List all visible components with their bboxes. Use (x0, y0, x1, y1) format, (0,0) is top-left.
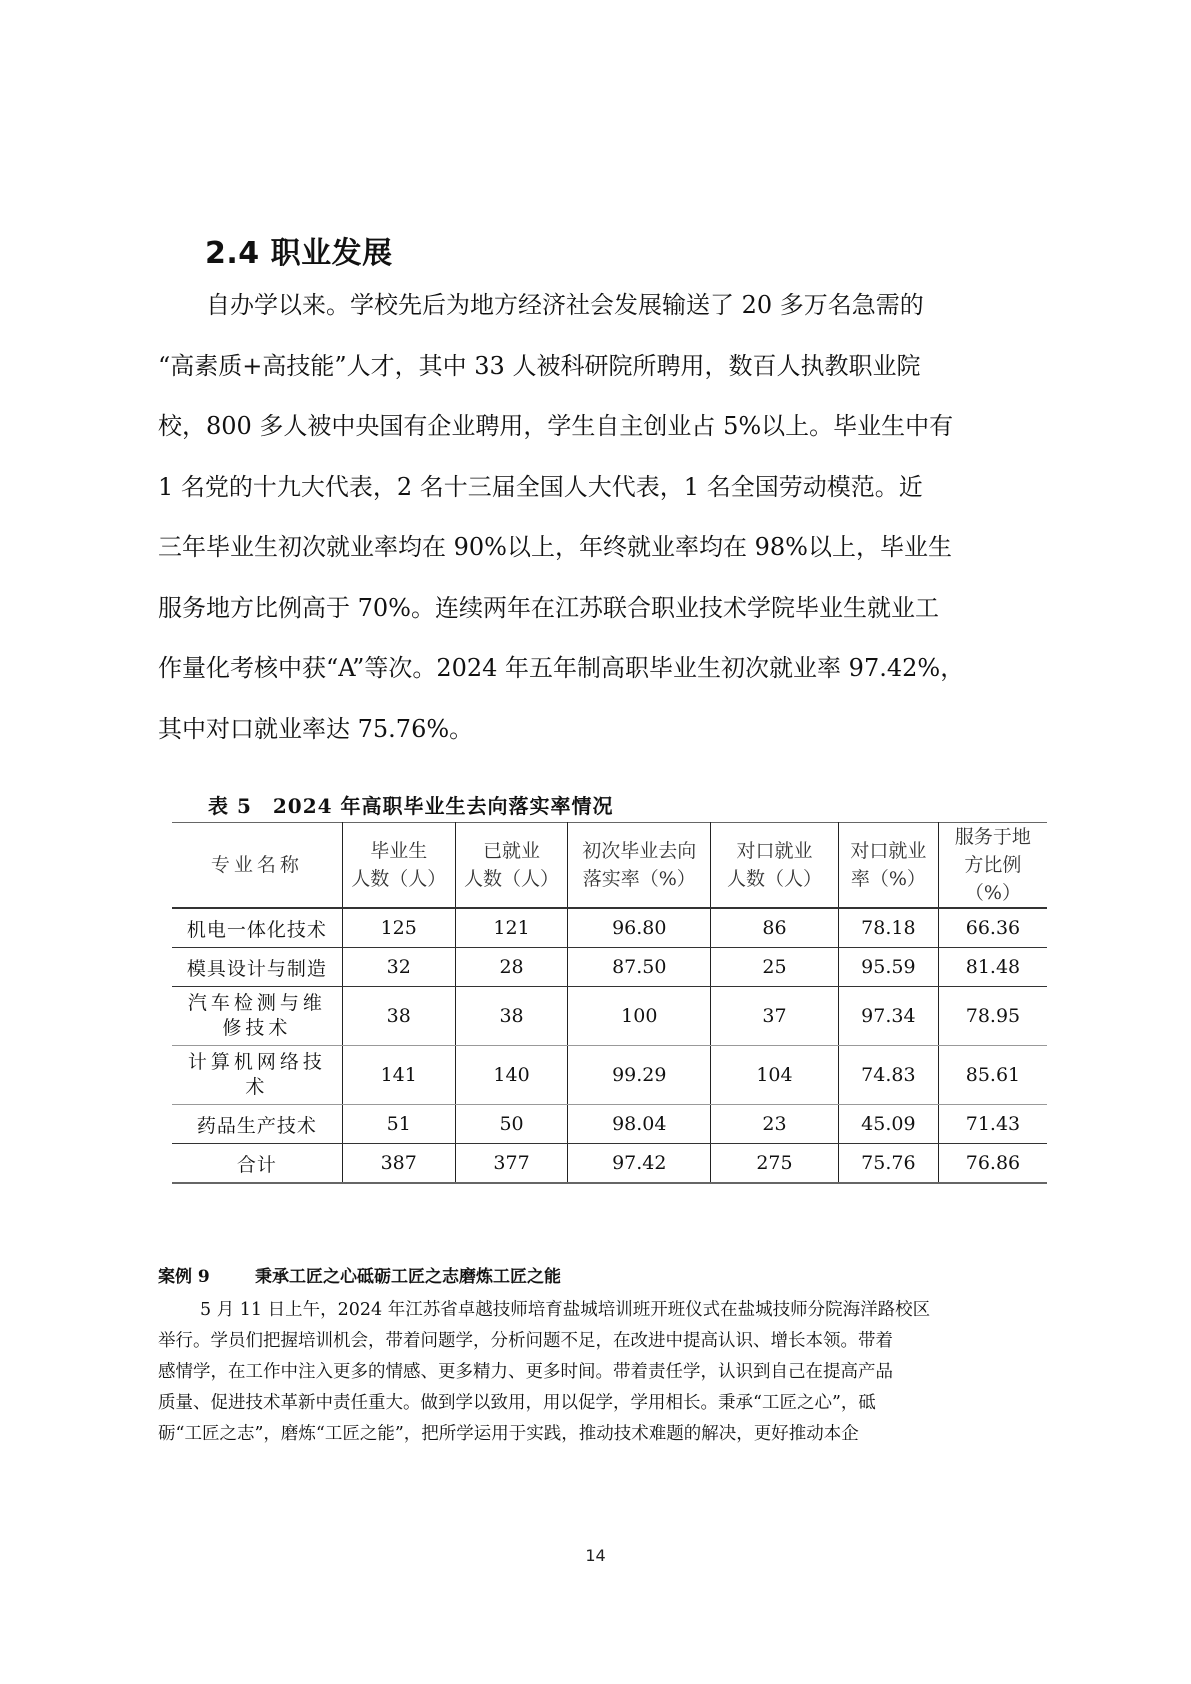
table-header-row (172, 823, 1047, 909)
cell-employed: 28 (455, 948, 568, 987)
table-row (172, 1105, 1047, 1144)
cell-matched-count: 25 (711, 948, 839, 987)
cell-graduates: 125 (342, 908, 455, 948)
cell-employed: 140 (455, 1046, 568, 1105)
cell-matched-count: 37 (711, 987, 839, 1046)
case-line: 砺“工匠之志”，磨炼“工匠之能”，把所学运用于实践，推动技术难题的解决，更好推动本企 (158, 1424, 859, 1444)
cell-matched-count: 104 (711, 1046, 839, 1105)
total-label: 合计 (172, 1144, 342, 1184)
paragraph-line: 其中对口就业率达 75.76%。 (158, 714, 474, 743)
major-name: 计算机网络技 术 (172, 1046, 342, 1105)
table-total-row (172, 1144, 1047, 1184)
cell-placement-rate: 98.04 (568, 1105, 711, 1144)
cell-graduates: 141 (342, 1046, 455, 1105)
header-matched-count: 对口就业 人数（人） (711, 823, 839, 909)
cell-matched-rate: 74.83 (838, 1046, 938, 1105)
graduate-placement-table (172, 822, 1047, 1184)
cell-placement-rate: 99.29 (568, 1046, 711, 1105)
cell-local-service-ratio: 66.36 (938, 908, 1047, 948)
header-matched-rate: 对口就业 率（%） (838, 823, 938, 909)
cell-local-service-ratio: 85.61 (938, 1046, 1047, 1105)
cell-placement-rate: 97.42 (568, 1144, 711, 1184)
case-body (158, 1295, 1038, 1450)
cell-graduates: 38 (342, 987, 455, 1046)
case-number: 案例 9 (158, 1267, 210, 1287)
page-number: 14 (585, 1546, 606, 1565)
paragraph-line: 1 名党的十九大代表，2 名十三届全国人大代表，1 名全国劳动模范。近 (158, 472, 923, 501)
cell-local-service-ratio: 78.95 (938, 987, 1047, 1046)
case-line: 5 月 11 日上午，2024 年江苏省卓越技师培育盐城培训班开班仪式在盐城技师分院海洋路校区 (200, 1300, 931, 1320)
cell-matched-rate: 97.34 (838, 987, 938, 1046)
table-row (172, 908, 1047, 948)
cell-matched-rate: 75.76 (838, 1144, 938, 1184)
cell-matched-count: 86 (711, 908, 839, 948)
paragraph-line: 作量化考核中获“A”等次。2024 年五年制高职毕业生初次就业率 97.42%， (158, 654, 965, 682)
career-development-paragraph (158, 275, 1038, 759)
case-line: 举行。学员们把握培训机会，带着问题学，分析问题不足，在改进中提高认识、增长本领。带着 (158, 1331, 893, 1351)
paragraph-line: 校，800 多人被中央国有企业聘用，学生自主创业占 5%以上。毕业生中有 (158, 412, 954, 440)
major-name: 模具设计与制造 (172, 948, 342, 987)
cell-matched-rate: 95.59 (838, 948, 938, 987)
cell-local-service-ratio: 71.43 (938, 1105, 1047, 1144)
table-row (172, 948, 1047, 987)
table-caption: 表 5 2024 年高职毕业生去向落实率情况 (208, 794, 614, 818)
cell-graduates: 32 (342, 948, 455, 987)
cell-local-service-ratio: 76.86 (938, 1144, 1047, 1184)
cell-employed: 50 (455, 1105, 568, 1144)
header-placement-rate: 初次毕业去向 落实率（%） (568, 823, 711, 909)
major-name: 机电一体化技术 (172, 908, 342, 948)
cell-graduates: 51 (342, 1105, 455, 1144)
cell-matched-rate: 45.09 (838, 1105, 938, 1144)
case-heading (158, 1262, 561, 1287)
cell-placement-rate: 100 (568, 987, 711, 1046)
header-major-name: 专业名称 (172, 823, 342, 909)
header-local-service-ratio: 服务于地 方比例（%） (938, 823, 1047, 909)
cell-local-service-ratio: 81.48 (938, 948, 1047, 987)
case-line: 质量、促进技术革新中责任重大。做到学以致用，用以促学，学用相长。秉承“工匠之心”，砥 (158, 1393, 876, 1413)
major-name: 药品生产技术 (172, 1105, 342, 1144)
case-line: 感情学，在工作中注入更多的情感、更多精力、更多时间。带着责任学，认识到自己在提高产品 (158, 1362, 893, 1382)
case-title: 秉承工匠之心砥砺工匠之志磨炼工匠之能 (255, 1267, 561, 1287)
header-employed: 已就业 人数（人） (455, 823, 568, 909)
paragraph-line: “高素质+高技能”人才，其中 33 人被科研院所聘用，数百人执教职业院 (158, 351, 921, 380)
cell-matched-rate: 78.18 (838, 908, 938, 948)
cell-employed: 121 (455, 908, 568, 948)
table-row (172, 1046, 1047, 1105)
cell-matched-count: 23 (711, 1105, 839, 1144)
cell-placement-rate: 96.80 (568, 908, 711, 948)
cell-graduates: 387 (342, 1144, 455, 1184)
cell-employed: 377 (455, 1144, 568, 1184)
section-title: 2.4 职业发展 (205, 236, 393, 271)
paragraph-line: 自办学以来。学校先后为地方经济社会发展输送了 20 多万名急需的 (206, 291, 924, 319)
cell-matched-count: 275 (711, 1144, 839, 1184)
table-row (172, 987, 1047, 1046)
paragraph-line: 三年毕业生初次就业率均在 90%以上，年终就业率均在 98%以上，毕业生 (158, 533, 952, 561)
cell-employed: 38 (455, 987, 568, 1046)
cell-placement-rate: 87.50 (568, 948, 711, 987)
major-name: 汽车检测与维 修技术 (172, 987, 342, 1046)
header-graduates: 毕业生 人数（人） (342, 823, 455, 909)
paragraph-line: 服务地方比例高于 70%。连续两年在江苏联合职业技术学院毕业生就业工 (158, 593, 939, 622)
